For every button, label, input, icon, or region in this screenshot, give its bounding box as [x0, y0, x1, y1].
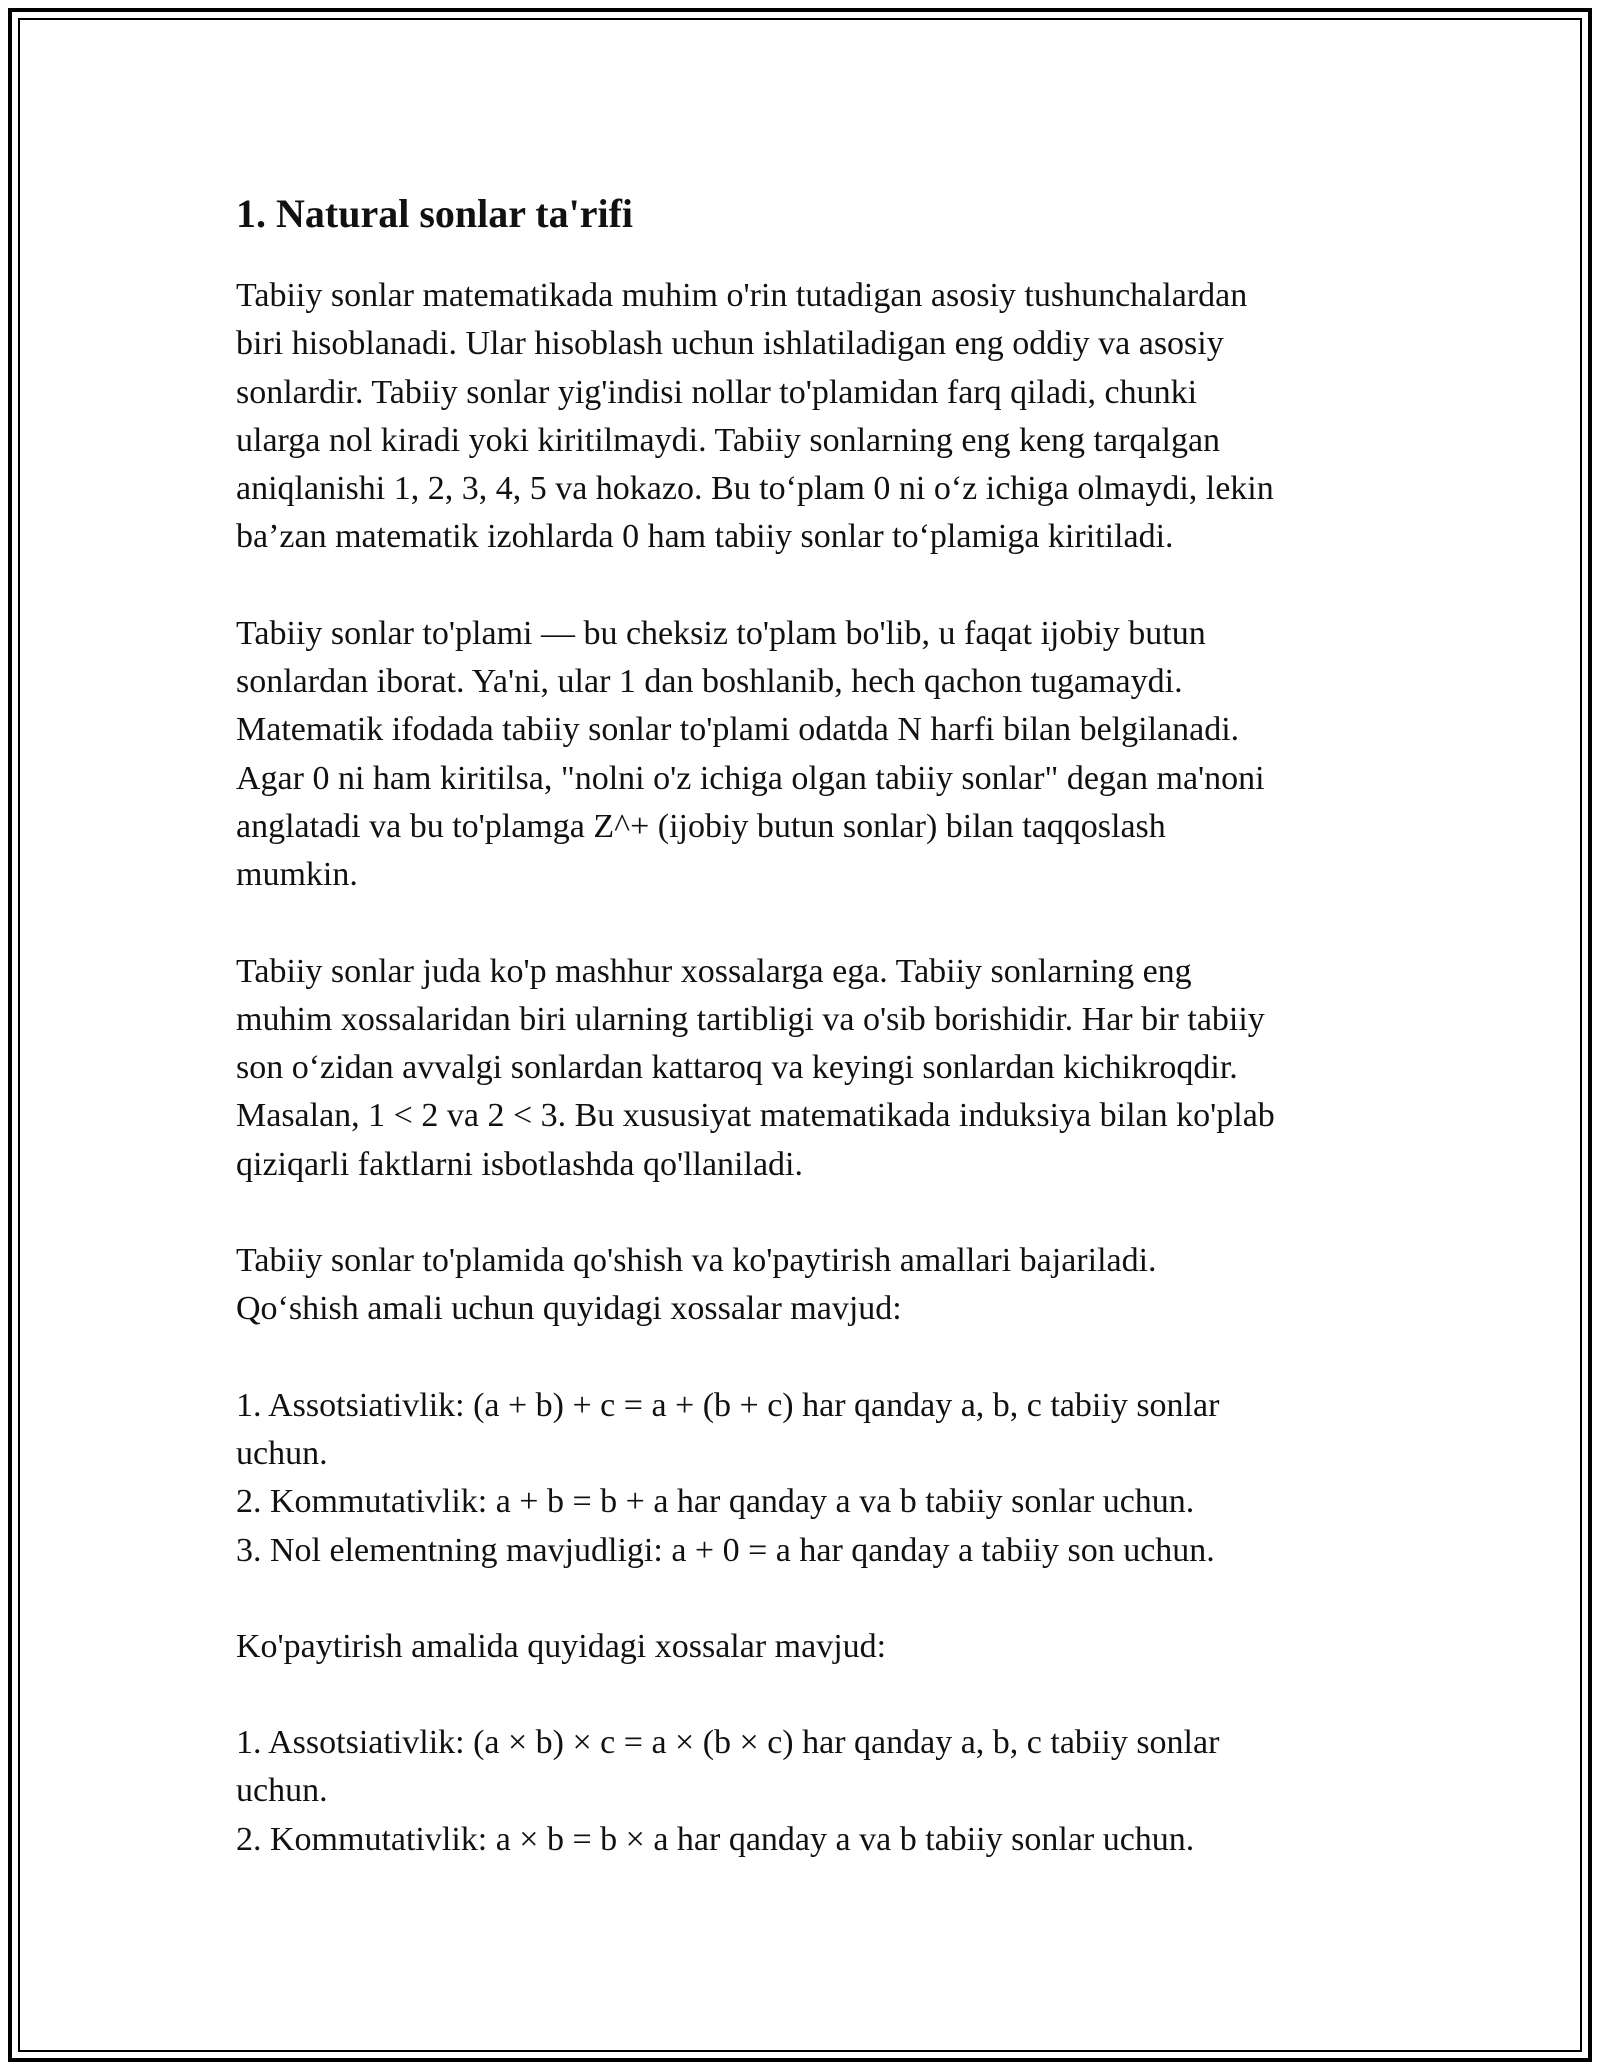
- text-line: ba’zan matematik izohlarda 0 ham tabiiy sonlar to‘plamiga kiritiladi.: [236, 518, 1174, 556]
- section-heading: 1. Natural sonlar ta'rifi: [236, 191, 634, 236]
- text-line: anglatadi va bu to'plamga Z^+ (ijobiy butun sonlar) bilan taqqoslash: [236, 807, 1166, 845]
- paragraph-definition: [236, 272, 1366, 562]
- addition-properties-list: [236, 1382, 1366, 1575]
- text-line: sonlardir. Tabiiy sonlar yig'indisi nollar to'plamidan farq qiladi, chunki: [236, 373, 1198, 411]
- text-line: Matematik ifodada tabiiy sonlar to'plami odatda N harfi bilan belgilanadi.: [236, 711, 1240, 749]
- text-line: ularga nol kiradi yoki kiritilmaydi. Tabiiy sonlarning eng keng tarqalgan: [236, 421, 1221, 459]
- text-line: biri hisoblanadi. Ular hisoblash uchun ishlatiladigan eng oddiy va asosiy: [236, 325, 1224, 363]
- text-line: Masalan, 1 < 2 va 2 < 3. Bu xususiyat matematikada induksiya bilan ko'plab: [236, 1097, 1275, 1135]
- text-line: son o‘zidan avvalgi sonlardan kattaroq va keyingi sonlardan kichikroqdir.: [236, 1049, 1238, 1087]
- text-line: Tabiiy sonlar matematikada muhim o'rin tutadigan asosiy tushunchalardan: [236, 277, 1248, 314]
- text-line: Tabiiy sonlar juda ko'p mashhur xossalarga ega. Tabiiy sonlarning eng: [236, 952, 1192, 990]
- text-line: qiziqarli faktlarni isbotlashda qo'llaniladi.: [236, 1145, 803, 1183]
- paragraph-multiplication-intro: [236, 1623, 1366, 1671]
- paragraph-set-description: [236, 610, 1366, 900]
- text-line: Ko'paytirish amalida quyidagi xossalar mavjud:: [236, 1627, 887, 1665]
- list-item: 2. Kommutativlik: a + b = b + a har qanday a va b tabiiy sonlar uchun.: [236, 1483, 1195, 1521]
- text-line: aniqlanishi 1, 2, 3, 4, 5 va hokazo. Bu to‘plam 0 ni o‘z ichiga olmaydi, lekin: [236, 470, 1274, 508]
- text-line: Tabiiy sonlar to'plami — bu cheksiz to'plam bo'lib, u faqat ijobiy butun: [236, 614, 1206, 652]
- paragraph-operations: [236, 1237, 1366, 1334]
- text-line: Agar 0 ni ham kiritilsa, "nolni o'z ichiga olgan tabiiy sonlar" degan ma'noni: [236, 759, 1265, 797]
- text-line: Tabiiy sonlar to'plamida qo'shish va ko'paytirish amallari bajariladi.: [236, 1242, 1157, 1280]
- text-line: muhim xossalaridan biri ularning tartibligi va o'sib borishidir. Har bir tabiiy: [236, 1000, 1265, 1038]
- list-item: uchun.: [236, 1434, 328, 1472]
- text-line: Qo‘shish amali uchun quyidagi xossalar mavjud:: [236, 1290, 902, 1328]
- list-item: uchun.: [236, 1772, 328, 1810]
- list-item: 1. Assotsiativlik: (a + b) + c = a + (b + c) har qanday a, b, c tabiiy sonlar: [236, 1386, 1220, 1424]
- paragraph-properties: [236, 948, 1366, 1189]
- text-line: sonlardan iborat. Ya'ni, ular 1 dan boshlanib, hech qachon tugamaydi.: [236, 663, 1183, 701]
- multiplication-properties-list: [236, 1719, 1366, 1864]
- text-line: mumkin.: [236, 856, 358, 894]
- list-item: 3. Nol elementning mavjudligi: a + 0 = a har qanday a tabiiy son uchun.: [236, 1531, 1215, 1569]
- document-body: [236, 184, 1366, 1912]
- list-item: 1. Assotsiativlik: (a × b) × c = a × (b × c) har qanday a, b, c tabiiy sonlar: [236, 1724, 1220, 1762]
- list-item: 2. Kommutativlik: a × b = b × a har qanday a va b tabiiy sonlar uchun.: [236, 1820, 1195, 1858]
